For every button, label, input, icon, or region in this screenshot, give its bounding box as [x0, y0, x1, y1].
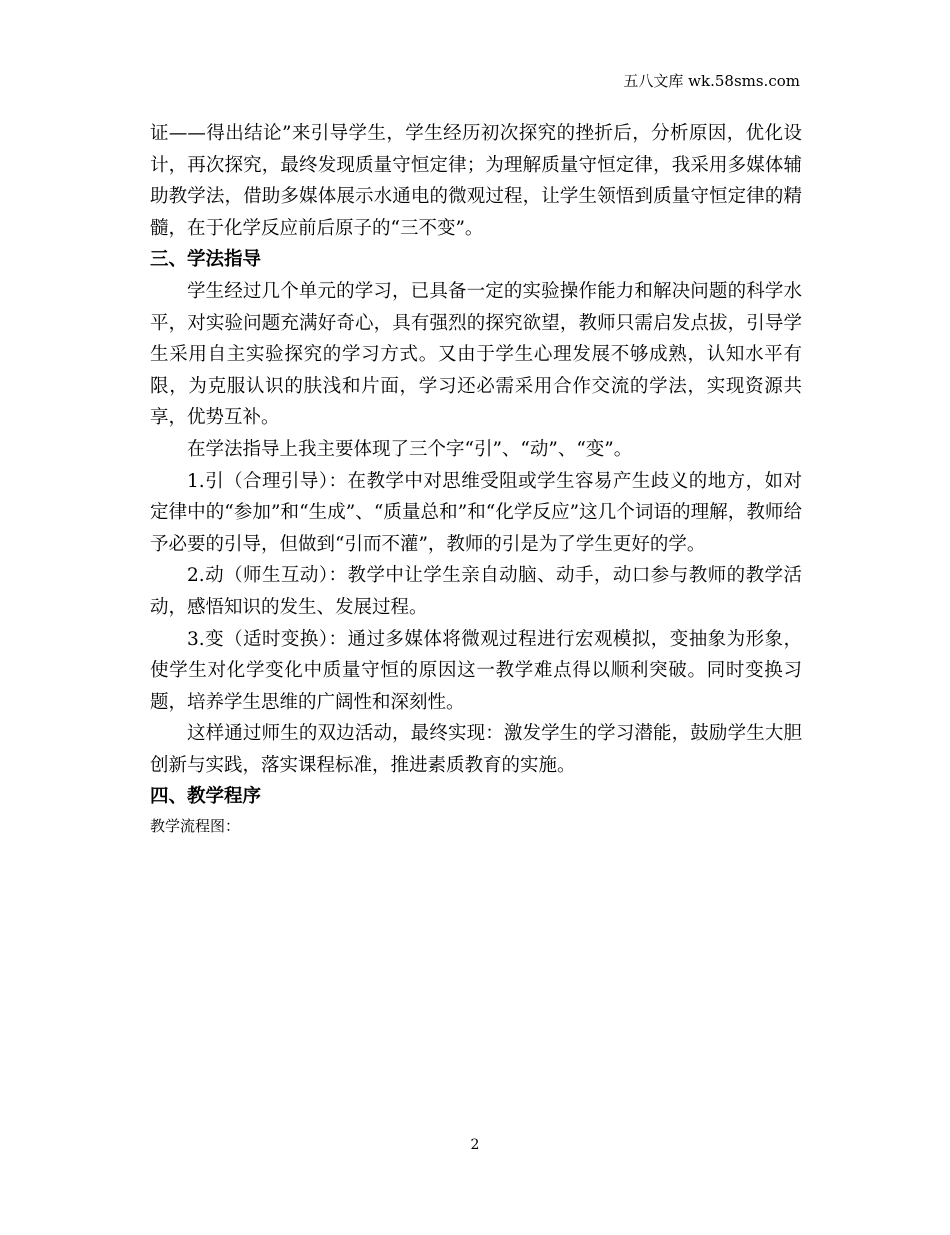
paragraph-teaching-method-end: 证——得出结论”来引导学生，学生经历初次探究的挫折后，分析原因，优化设计，再次探究，最终发现质量守恒定律；为理解质量守恒定律，我采用多媒体辅助教学法，借助多媒体展示水通电的微观过程，让学生领悟到质量守恒定律的精髓，在于化学反应前后原子的“三不变”。: [150, 123, 802, 239]
page-number: 2: [470, 1137, 480, 1153]
header-site: 五八文库 wk.58sms.com: [623, 72, 800, 90]
flowchart-label: 教学流程图：: [150, 817, 241, 836]
paragraph-conclusion: 这样通过师生的双边活动，最终实现：激发学生的学习潜能，鼓励学生大胆创新与实践，落实课程标准，推进素质教育的实施。: [150, 723, 802, 776]
section-heading-learning-guidance: 三、学法指导: [150, 249, 262, 271]
list-item-change: 3.变（适时变换）：通过多媒体将微观过程进行宏观模拟，变抽象为形象，使学生对化学变化中质量守恒的原因这一教学难点得以顺利突破。同时变换习题，培养学生思维的广阔性和深刻性。: [150, 628, 802, 713]
paragraph-student-analysis: 学生经过几个单元的学习，已具备一定的实验操作能力和解决问题的科学水平，对实验问题充满好奇心，具有强烈的探究欲望，教师只需启发点拔，引导学生采用自主实验探究的学习方式。又由于学生心理发展不够成熟，认知水平有限，为克服认识的肤浅和片面，学习还必需采用合作交流的学法，实现资源共享，优势互补。: [150, 280, 802, 429]
section-heading-teaching-procedure: 四、教学程序: [150, 786, 262, 808]
list-item-guide: 1.引（合理引导）：在教学中对思维受阻或学生容易产生歧义的地方，如对定律中的“参加”和“生成”、“质量总和”和“化学反应”这几个词语的理解，教师给予必要的引导，但做到“引而不灌”，教师的引是为了学生更好的学。: [150, 470, 802, 555]
document-body: [150, 118, 802, 839]
list-item-interact: 2.动（师生互动）：教学中让学生亲自动脑、动手，动口参与教师的教学活动，感悟知识的发生、发展过程。: [150, 565, 802, 618]
paragraph-three-words: 在学法指导上我主要体现了三个字“引”、“动”、“变”。: [187, 438, 633, 460]
